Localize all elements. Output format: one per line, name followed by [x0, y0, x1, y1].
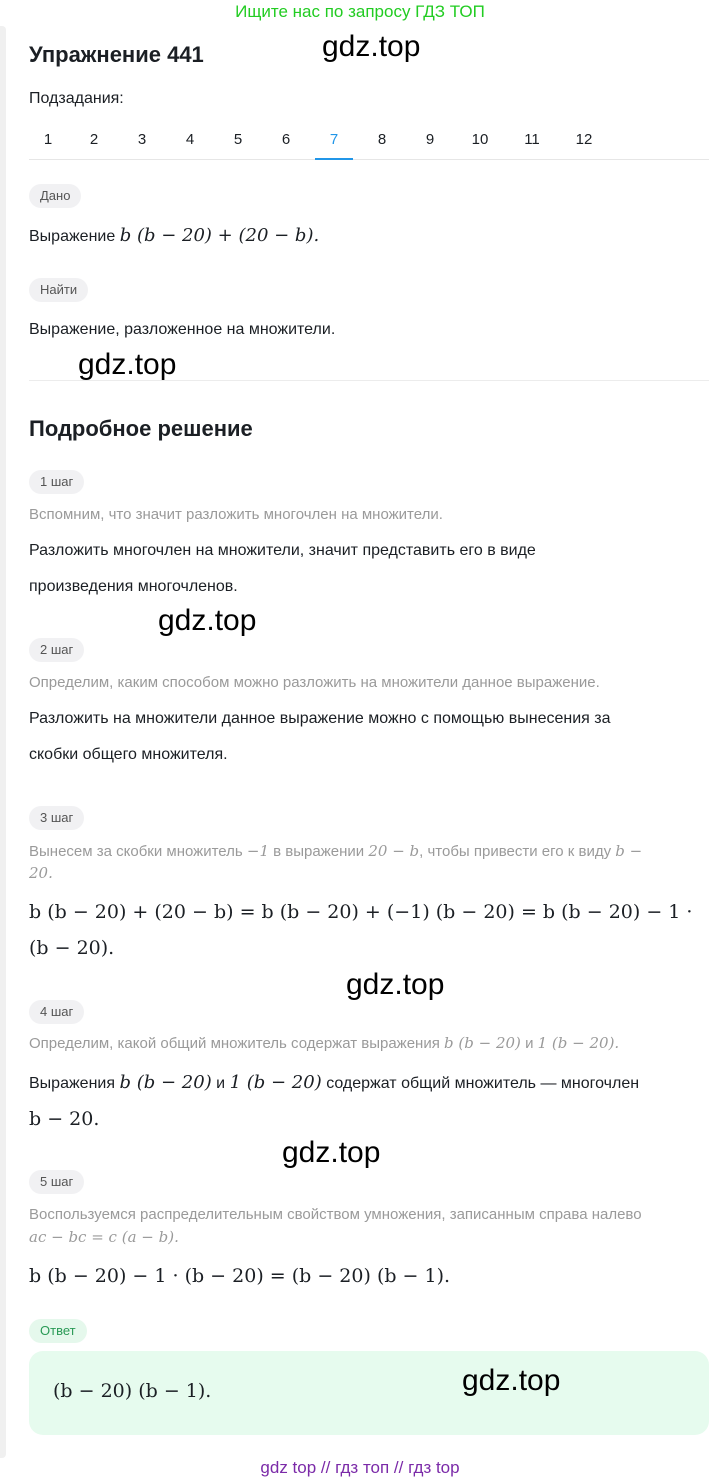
find-text: Выражение, разложенное на множители.: [29, 321, 336, 338]
tab-1[interactable]: 1: [43, 131, 53, 148]
step-4-body-line1: [29, 1065, 639, 1102]
step-3-hint-b: в выражении: [273, 843, 365, 860]
watermark-3: gdz.top: [158, 604, 257, 637]
step-4-body-b: и: [216, 1075, 226, 1092]
exercise-card: [12, 26, 720, 1458]
tab-9[interactable]: 9: [425, 131, 435, 148]
top-banner[interactable]: Ищите нас по запросу ГДЗ ТОП: [235, 2, 485, 21]
step-3-math-line2: (b − 20).: [29, 937, 115, 959]
step-3-hint-line1: [29, 840, 642, 863]
step-3-chip: 3 шаг: [29, 806, 84, 830]
step-1-chip: 1 шаг: [29, 470, 84, 494]
tab-5[interactable]: 5: [233, 131, 243, 148]
tab-4[interactable]: 4: [185, 131, 195, 148]
tab-12[interactable]: 12: [575, 131, 593, 148]
tab-10[interactable]: 10: [471, 131, 489, 148]
step-3-hint-a: Вынесем за скобки множитель: [29, 843, 243, 860]
answer-chip: Ответ: [29, 1319, 87, 1343]
step-4-body-c: содержат общий множитель — многочлен: [326, 1075, 640, 1092]
subtasks-label: Подзадания:: [29, 90, 124, 107]
given-text: [29, 218, 319, 255]
watermark-4: gdz.top: [346, 968, 445, 1001]
step-3-hint-c: , чтобы привести его к виду: [419, 843, 612, 860]
step-5-hint: Воспользуемся распределительным свойством умножения, записанным справа налево: [29, 1206, 642, 1223]
step-1-hint: Вспомним, что значит разложить многочлен на множители.: [29, 506, 443, 523]
watermark-6: gdz.top: [462, 1364, 561, 1397]
step-2-body-line1: Разложить на множители данное выражение можно с помощью вынесения за: [29, 710, 611, 727]
left-scroll-rail: [0, 26, 6, 1458]
step-3-hint-math3: b −: [615, 842, 643, 860]
given-label: Выражение: [29, 228, 116, 245]
tab-11[interactable]: 11: [524, 131, 540, 148]
step-3-hint-line2: 20.: [29, 864, 53, 882]
given-math: b (b − 20) + (20 − b).: [119, 225, 320, 246]
watermark-5: gdz.top: [282, 1136, 381, 1169]
step-3-hint-math1: −1: [246, 842, 269, 860]
tab-2[interactable]: 2: [89, 131, 99, 148]
step-4-hint-b: и: [525, 1035, 534, 1052]
footer-links[interactable]: gdz top // гдз топ // гдз top: [260, 1458, 460, 1477]
step-4-body-a: Выражения: [29, 1075, 116, 1092]
page-title: Упражнение 441: [29, 42, 204, 67]
step-2-hint: Определим, каким способом можно разложить на множители данное выражение.: [29, 674, 600, 691]
step-2-body-line2: скобки общего множителя.: [29, 746, 228, 763]
subtask-tabs: [29, 120, 709, 160]
tab-7[interactable]: 7: [315, 120, 353, 160]
step-4-hint-a: Определим, какой общий множитель содержат выражения: [29, 1035, 440, 1052]
tab-8[interactable]: 8: [377, 131, 387, 148]
step-1-body-line2: произведения многочленов.: [29, 578, 238, 595]
step-4-hint-math1: b (b − 20): [444, 1034, 521, 1052]
find-chip: Найти: [29, 278, 88, 302]
step-5-math: b (b − 20) − 1 · (b − 20) = (b − 20) (b − 1).: [29, 1265, 451, 1287]
step-5-chip: 5 шаг: [29, 1170, 84, 1194]
step-2-chip: 2 шаг: [29, 638, 84, 662]
solution-title: Подробное решение: [29, 416, 253, 441]
watermark-2: gdz.top: [78, 348, 177, 381]
step-4-hint-math2: 1 (b − 20).: [537, 1034, 620, 1052]
step-5-hint-math: ac − bc = c (a − b).: [29, 1228, 179, 1246]
watermark-1: gdz.top: [322, 30, 421, 63]
step-1-body-line1: Разложить многочлен на множители, значит представить его в виде: [29, 542, 536, 559]
given-chip: Дано: [29, 184, 81, 208]
answer-math: (b − 20) (b − 1).: [53, 1380, 212, 1402]
step-4-body-line2: b − 20.: [29, 1108, 100, 1130]
step-3-hint-math2: 20 − b: [368, 842, 420, 860]
step-4-chip: 4 шаг: [29, 1000, 84, 1024]
step-3-math-line1: b (b − 20) + (20 − b) = b (b − 20) + (−1) (b − 20) = b (b − 20) − 1 ·: [29, 901, 693, 923]
step-4-hint: [29, 1032, 619, 1055]
answer-box: [29, 1351, 709, 1435]
step-4-body-math2: 1 (b − 20): [229, 1072, 322, 1093]
step-4-body-math1: b (b − 20): [119, 1072, 212, 1093]
tab-6[interactable]: 6: [281, 131, 291, 148]
tab-3[interactable]: 3: [137, 131, 147, 148]
